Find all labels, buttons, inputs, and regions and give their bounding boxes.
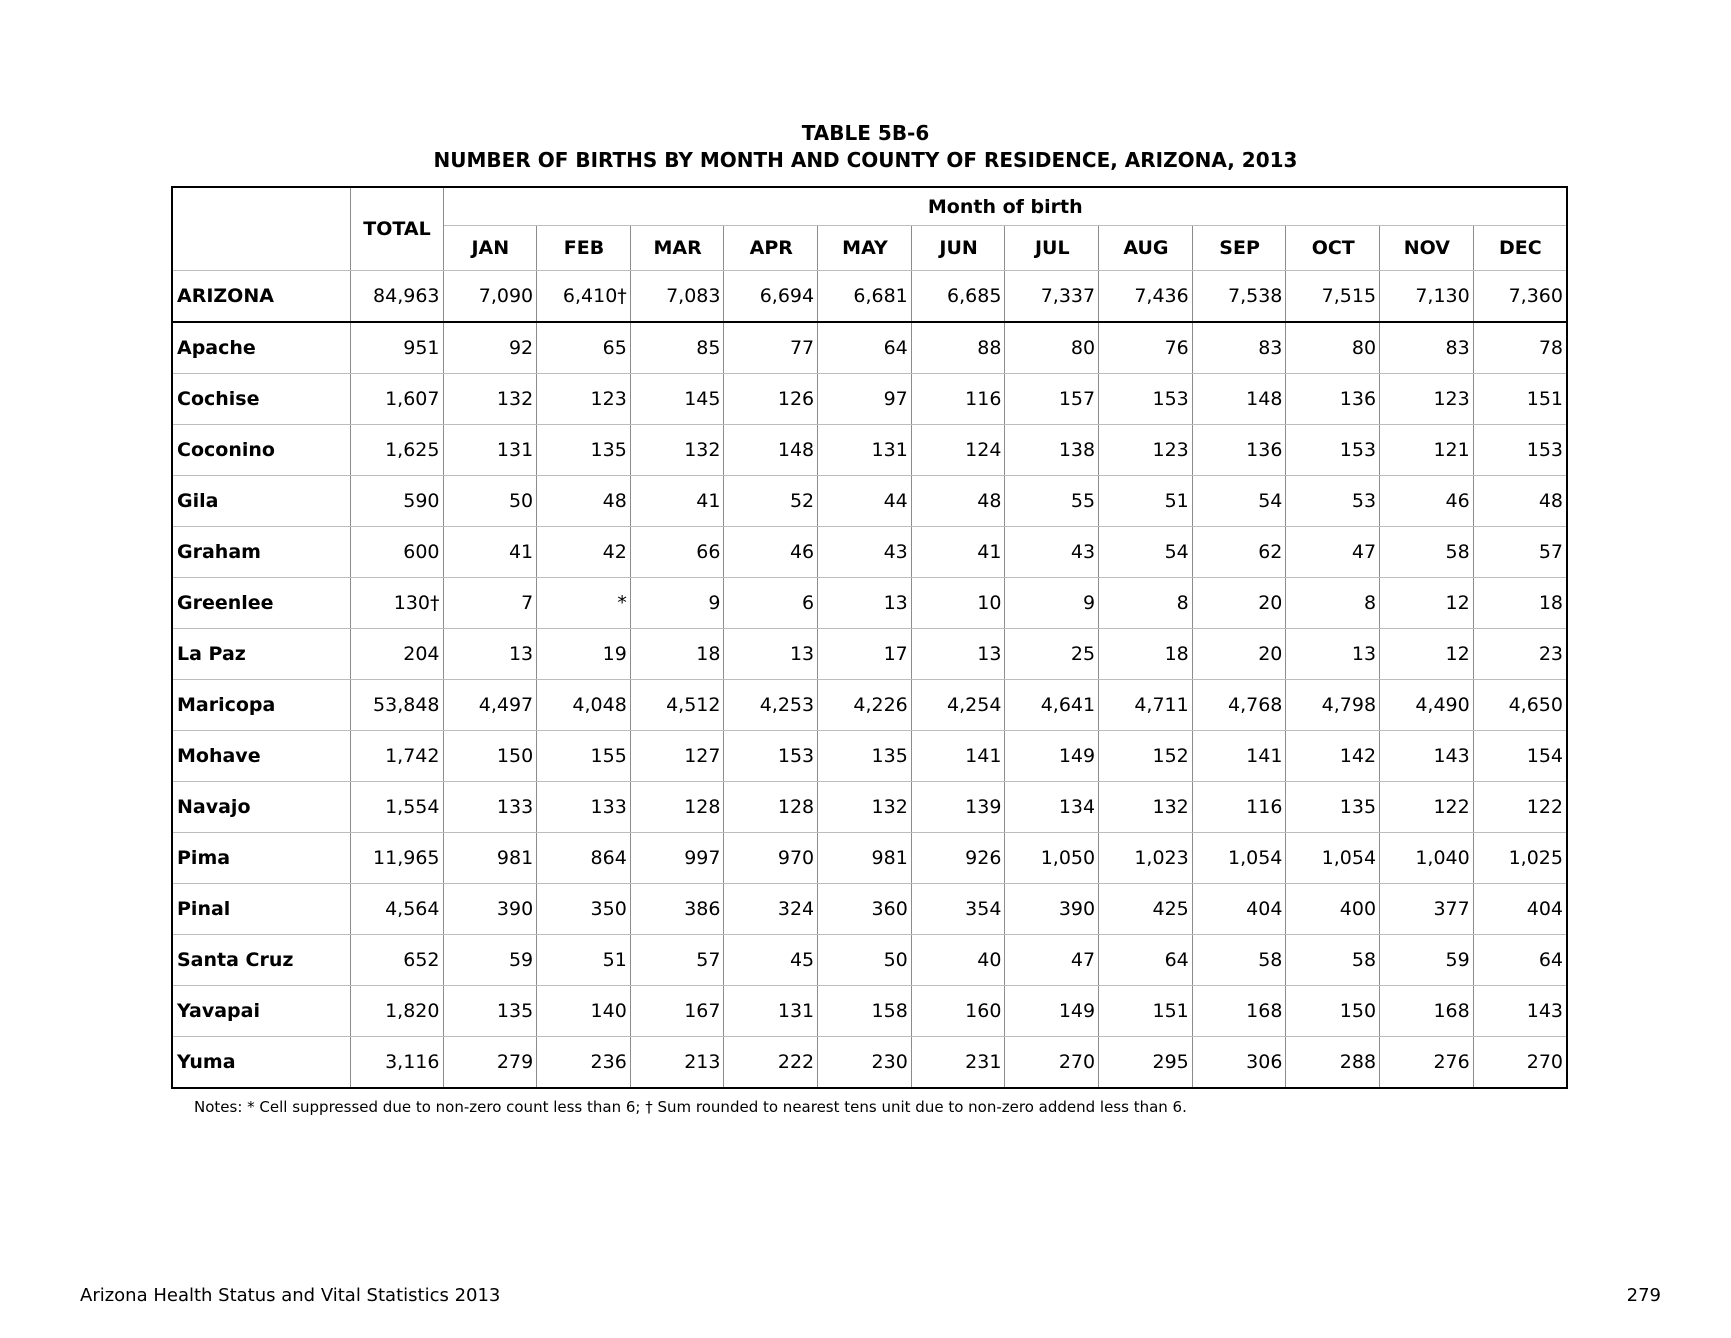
month-cell: 121 bbox=[1380, 425, 1474, 476]
month-cell: 127 bbox=[630, 731, 724, 782]
month-cell: 168 bbox=[1380, 986, 1474, 1037]
table-row bbox=[172, 935, 1567, 986]
total-cell: 1,607 bbox=[350, 374, 443, 425]
table-title: NUMBER OF BIRTHS BY MONTH AND COUNTY OF RESIDENCE, ARIZONA, 2013 bbox=[433, 148, 1298, 172]
month-cell: 150 bbox=[443, 731, 537, 782]
county-name: Santa Cruz bbox=[172, 935, 350, 986]
month-cell: 126 bbox=[724, 374, 818, 425]
month-cell: 41 bbox=[443, 527, 537, 578]
month-cell: 404 bbox=[1473, 884, 1567, 935]
month-cell: 57 bbox=[630, 935, 724, 986]
month-cell: 51 bbox=[1099, 476, 1193, 527]
month-cell: 77 bbox=[724, 322, 818, 374]
header-row-top bbox=[172, 187, 1567, 226]
month-cell: 132 bbox=[1099, 782, 1193, 833]
county-name: Pinal bbox=[172, 884, 350, 935]
month-cell: 386 bbox=[630, 884, 724, 935]
county-name: Navajo bbox=[172, 782, 350, 833]
month-cell: 864 bbox=[537, 833, 631, 884]
month-cell: 157 bbox=[1005, 374, 1099, 425]
month-cell: 20 bbox=[1192, 629, 1286, 680]
month-cell: 377 bbox=[1380, 884, 1474, 935]
county-name: Coconino bbox=[172, 425, 350, 476]
county-name: Yavapai bbox=[172, 986, 350, 1037]
month-cell: 23 bbox=[1473, 629, 1567, 680]
month-cell: 13 bbox=[443, 629, 537, 680]
month-cell: 64 bbox=[1473, 935, 1567, 986]
month-cell: 135 bbox=[443, 986, 537, 1037]
month-cell: 18 bbox=[1473, 578, 1567, 629]
month-cell: 45 bbox=[724, 935, 818, 986]
month-cell: 65 bbox=[537, 322, 631, 374]
month-cell: 970 bbox=[724, 833, 818, 884]
month-cell: 4,048 bbox=[537, 680, 631, 731]
month-cell: 1,054 bbox=[1192, 833, 1286, 884]
month-cell: 46 bbox=[1380, 476, 1474, 527]
table-row bbox=[172, 1037, 1567, 1089]
month-cell: 18 bbox=[630, 629, 724, 680]
month-cell: 20 bbox=[1192, 578, 1286, 629]
county-name: Mohave bbox=[172, 731, 350, 782]
county-name: Apache bbox=[172, 322, 350, 374]
month-cell: 116 bbox=[1192, 782, 1286, 833]
county-column-header bbox=[172, 187, 350, 271]
month-cell: 132 bbox=[443, 374, 537, 425]
month-cell: 78 bbox=[1473, 322, 1567, 374]
county-name: Pima bbox=[172, 833, 350, 884]
month-cell: 1,025 bbox=[1473, 833, 1567, 884]
table-row bbox=[172, 527, 1567, 578]
month-cell: 4,226 bbox=[818, 680, 912, 731]
month-cell: 354 bbox=[911, 884, 1005, 935]
month-cell: 41 bbox=[911, 527, 1005, 578]
month-cell: 48 bbox=[911, 476, 1005, 527]
month-cell: 128 bbox=[630, 782, 724, 833]
month-cell: 1,050 bbox=[1005, 833, 1099, 884]
month-cell: 150 bbox=[1286, 986, 1380, 1037]
month-cell: 80 bbox=[1286, 322, 1380, 374]
month-cell: 135 bbox=[537, 425, 631, 476]
month-cell: 53 bbox=[1286, 476, 1380, 527]
month-cell: 55 bbox=[1005, 476, 1099, 527]
county-name: Graham bbox=[172, 527, 350, 578]
month-cell: 122 bbox=[1473, 782, 1567, 833]
month-cell: 43 bbox=[818, 527, 912, 578]
month-cell: 123 bbox=[1099, 425, 1193, 476]
month-cell: 132 bbox=[630, 425, 724, 476]
total-cell: 4,564 bbox=[350, 884, 443, 935]
month-cell: 50 bbox=[818, 935, 912, 986]
month-cell: 8 bbox=[1286, 578, 1380, 629]
month-cell: 149 bbox=[1005, 731, 1099, 782]
month-cell: 236 bbox=[537, 1037, 631, 1089]
table-number: TABLE 5B-6 bbox=[801, 121, 930, 145]
month-cell: 4,253 bbox=[724, 680, 818, 731]
month-cell: 153 bbox=[724, 731, 818, 782]
footer-publication: Arizona Health Status and Vital Statistics 2013 bbox=[80, 1285, 501, 1306]
month-cell: 123 bbox=[1380, 374, 1474, 425]
month-cell: 6,681 bbox=[818, 271, 912, 323]
page-number: 279 bbox=[1626, 1285, 1661, 1306]
table-row bbox=[172, 578, 1567, 629]
month-header-may: MAY bbox=[818, 226, 912, 271]
table-row bbox=[172, 884, 1567, 935]
month-cell: 160 bbox=[911, 986, 1005, 1037]
month-cell: 42 bbox=[537, 527, 631, 578]
month-cell: 306 bbox=[1192, 1037, 1286, 1089]
month-cell: 88 bbox=[911, 322, 1005, 374]
month-cell: 10 bbox=[911, 578, 1005, 629]
month-cell: 1,054 bbox=[1286, 833, 1380, 884]
month-cell: 58 bbox=[1286, 935, 1380, 986]
month-cell: * bbox=[537, 578, 631, 629]
month-cell: 136 bbox=[1192, 425, 1286, 476]
month-cell: 158 bbox=[818, 986, 912, 1037]
month-cell: 167 bbox=[630, 986, 724, 1037]
month-cell: 279 bbox=[443, 1037, 537, 1089]
month-cell: 140 bbox=[537, 986, 631, 1037]
month-cell: 6,694 bbox=[724, 271, 818, 323]
month-cell: 128 bbox=[724, 782, 818, 833]
month-cell: 222 bbox=[724, 1037, 818, 1089]
month-cell: 288 bbox=[1286, 1037, 1380, 1089]
month-header-oct: OCT bbox=[1286, 226, 1380, 271]
month-cell: 131 bbox=[818, 425, 912, 476]
month-cell: 133 bbox=[537, 782, 631, 833]
month-cell: 17 bbox=[818, 629, 912, 680]
month-header-jul: JUL bbox=[1005, 226, 1099, 271]
month-cell: 54 bbox=[1192, 476, 1286, 527]
month-cell: 12 bbox=[1380, 629, 1474, 680]
month-cell: 7,090 bbox=[443, 271, 537, 323]
table-title-block bbox=[0, 120, 1731, 174]
month-cell: 135 bbox=[818, 731, 912, 782]
month-cell: 270 bbox=[1005, 1037, 1099, 1089]
total-column-header: TOTAL bbox=[350, 187, 443, 271]
county-name: Greenlee bbox=[172, 578, 350, 629]
month-header-sep: SEP bbox=[1192, 226, 1286, 271]
month-cell: 7,515 bbox=[1286, 271, 1380, 323]
total-cell: 204 bbox=[350, 629, 443, 680]
month-cell: 40 bbox=[911, 935, 1005, 986]
month-header-apr: APR bbox=[724, 226, 818, 271]
total-cell: 53,848 bbox=[350, 680, 443, 731]
month-cell: 155 bbox=[537, 731, 631, 782]
month-cell: 50 bbox=[443, 476, 537, 527]
month-cell: 350 bbox=[537, 884, 631, 935]
month-cell: 58 bbox=[1380, 527, 1474, 578]
month-cell: 153 bbox=[1099, 374, 1193, 425]
county-name: Cochise bbox=[172, 374, 350, 425]
table-row bbox=[172, 322, 1567, 374]
month-cell: 390 bbox=[1005, 884, 1099, 935]
month-cell: 59 bbox=[1380, 935, 1474, 986]
month-cell: 997 bbox=[630, 833, 724, 884]
month-cell: 46 bbox=[724, 527, 818, 578]
month-cell: 123 bbox=[537, 374, 631, 425]
month-cell: 124 bbox=[911, 425, 1005, 476]
month-cell: 83 bbox=[1380, 322, 1474, 374]
month-cell: 148 bbox=[724, 425, 818, 476]
table-row bbox=[172, 476, 1567, 527]
month-cell: 360 bbox=[818, 884, 912, 935]
month-cell: 143 bbox=[1380, 731, 1474, 782]
month-cell: 141 bbox=[911, 731, 1005, 782]
month-cell: 52 bbox=[724, 476, 818, 527]
month-cell: 4,711 bbox=[1099, 680, 1193, 731]
month-cell: 64 bbox=[1099, 935, 1193, 986]
month-cell: 9 bbox=[1005, 578, 1099, 629]
month-cell: 13 bbox=[1286, 629, 1380, 680]
month-cell: 9 bbox=[630, 578, 724, 629]
month-cell: 54 bbox=[1099, 527, 1193, 578]
month-cell: 4,650 bbox=[1473, 680, 1567, 731]
month-cell: 7,538 bbox=[1192, 271, 1286, 323]
month-cell: 138 bbox=[1005, 425, 1099, 476]
total-cell: 1,742 bbox=[350, 731, 443, 782]
month-cell: 18 bbox=[1099, 629, 1193, 680]
table-row bbox=[172, 833, 1567, 884]
total-cell: 130† bbox=[350, 578, 443, 629]
month-cell: 141 bbox=[1192, 731, 1286, 782]
month-cell: 4,490 bbox=[1380, 680, 1474, 731]
month-cell: 151 bbox=[1473, 374, 1567, 425]
month-cell: 154 bbox=[1473, 731, 1567, 782]
month-cell: 58 bbox=[1192, 935, 1286, 986]
total-cell: 3,116 bbox=[350, 1037, 443, 1089]
month-cell: 4,768 bbox=[1192, 680, 1286, 731]
month-cell: 142 bbox=[1286, 731, 1380, 782]
month-cell: 425 bbox=[1099, 884, 1193, 935]
month-cell: 122 bbox=[1380, 782, 1474, 833]
month-cell: 4,512 bbox=[630, 680, 724, 731]
month-cell: 1,040 bbox=[1380, 833, 1474, 884]
month-cell: 85 bbox=[630, 322, 724, 374]
month-cell: 48 bbox=[537, 476, 631, 527]
month-cell: 80 bbox=[1005, 322, 1099, 374]
month-cell: 19 bbox=[537, 629, 631, 680]
month-cell: 92 bbox=[443, 322, 537, 374]
total-cell: 652 bbox=[350, 935, 443, 986]
month-cell: 168 bbox=[1192, 986, 1286, 1037]
month-cell: 7 bbox=[443, 578, 537, 629]
month-cell: 926 bbox=[911, 833, 1005, 884]
month-cell: 83 bbox=[1192, 322, 1286, 374]
total-cell: 590 bbox=[350, 476, 443, 527]
month-cell: 981 bbox=[818, 833, 912, 884]
total-cell: 84,963 bbox=[350, 271, 443, 323]
month-header-nov: NOV bbox=[1380, 226, 1474, 271]
total-cell: 1,625 bbox=[350, 425, 443, 476]
month-cell: 57 bbox=[1473, 527, 1567, 578]
month-cell: 25 bbox=[1005, 629, 1099, 680]
month-cell: 152 bbox=[1099, 731, 1193, 782]
month-cell: 390 bbox=[443, 884, 537, 935]
month-cell: 59 bbox=[443, 935, 537, 986]
month-cell: 62 bbox=[1192, 527, 1286, 578]
total-cell: 951 bbox=[350, 322, 443, 374]
month-cell: 4,798 bbox=[1286, 680, 1380, 731]
month-cell: 324 bbox=[724, 884, 818, 935]
month-header-aug: AUG bbox=[1099, 226, 1193, 271]
month-cell: 230 bbox=[818, 1037, 912, 1089]
month-cell: 8 bbox=[1099, 578, 1193, 629]
county-name: La Paz bbox=[172, 629, 350, 680]
month-cell: 131 bbox=[724, 986, 818, 1037]
month-cell: 1,023 bbox=[1099, 833, 1193, 884]
month-cell: 7,436 bbox=[1099, 271, 1193, 323]
table-row bbox=[172, 782, 1567, 833]
table-row bbox=[172, 629, 1567, 680]
table-body bbox=[172, 271, 1567, 1089]
total-cell: 1,820 bbox=[350, 986, 443, 1037]
county-name: Maricopa bbox=[172, 680, 350, 731]
month-cell: 4,254 bbox=[911, 680, 1005, 731]
month-cell: 151 bbox=[1099, 986, 1193, 1037]
month-cell: 145 bbox=[630, 374, 724, 425]
table-row bbox=[172, 425, 1567, 476]
month-header-feb: FEB bbox=[537, 226, 631, 271]
month-cell: 66 bbox=[630, 527, 724, 578]
month-cell: 7,360 bbox=[1473, 271, 1567, 323]
month-cell: 64 bbox=[818, 322, 912, 374]
month-cell: 213 bbox=[630, 1037, 724, 1089]
month-cell: 149 bbox=[1005, 986, 1099, 1037]
month-cell: 7,337 bbox=[1005, 271, 1099, 323]
table-header bbox=[172, 187, 1567, 271]
month-header-mar: MAR bbox=[630, 226, 724, 271]
month-cell: 295 bbox=[1099, 1037, 1193, 1089]
table-row bbox=[172, 986, 1567, 1037]
month-header-jun: JUN bbox=[911, 226, 1005, 271]
month-cell: 51 bbox=[537, 935, 631, 986]
month-cell: 97 bbox=[818, 374, 912, 425]
county-name: Gila bbox=[172, 476, 350, 527]
table-row bbox=[172, 680, 1567, 731]
month-cell: 6 bbox=[724, 578, 818, 629]
month-cell: 231 bbox=[911, 1037, 1005, 1089]
month-cell: 4,641 bbox=[1005, 680, 1099, 731]
month-cell: 400 bbox=[1286, 884, 1380, 935]
month-cell: 13 bbox=[724, 629, 818, 680]
month-cell: 136 bbox=[1286, 374, 1380, 425]
month-cell: 153 bbox=[1286, 425, 1380, 476]
table-row bbox=[172, 374, 1567, 425]
month-cell: 133 bbox=[443, 782, 537, 833]
month-cell: 116 bbox=[911, 374, 1005, 425]
month-cell: 6,410† bbox=[537, 271, 631, 323]
month-cell: 12 bbox=[1380, 578, 1474, 629]
month-cell: 143 bbox=[1473, 986, 1567, 1037]
month-cell: 131 bbox=[443, 425, 537, 476]
month-cell: 47 bbox=[1286, 527, 1380, 578]
month-cell: 153 bbox=[1473, 425, 1567, 476]
month-cell: 132 bbox=[818, 782, 912, 833]
total-cell: 11,965 bbox=[350, 833, 443, 884]
month-cell: 13 bbox=[818, 578, 912, 629]
month-cell: 148 bbox=[1192, 374, 1286, 425]
month-cell: 134 bbox=[1005, 782, 1099, 833]
table-notes: Notes: * Cell suppressed due to non-zero count less than 6; † Sum rounded to nearest tens unit due to non-zero addend less than 6. bbox=[194, 1098, 1187, 1116]
month-cell: 270 bbox=[1526, 1051, 1563, 1073]
total-cell: 1,554 bbox=[350, 782, 443, 833]
month-cell: 7,083 bbox=[630, 271, 724, 323]
month-cell: 44 bbox=[818, 476, 912, 527]
births-table bbox=[171, 186, 1568, 1089]
month-cell: 41 bbox=[630, 476, 724, 527]
total-cell: 600 bbox=[350, 527, 443, 578]
month-cell: 47 bbox=[1005, 935, 1099, 986]
month-cell: 43 bbox=[1005, 527, 1099, 578]
month-cell: 7,130 bbox=[1380, 271, 1474, 323]
month-cell: 76 bbox=[1099, 322, 1193, 374]
county-name: ARIZONA bbox=[172, 271, 350, 323]
state-total-row bbox=[172, 271, 1567, 323]
month-cell: 135 bbox=[1286, 782, 1380, 833]
month-cell: 276 bbox=[1380, 1037, 1474, 1089]
month-cell: 981 bbox=[443, 833, 537, 884]
month-cell: 13 bbox=[911, 629, 1005, 680]
month-cell: 4,497 bbox=[443, 680, 537, 731]
month-cell: 404 bbox=[1192, 884, 1286, 935]
month-group-header: Month of birth bbox=[443, 187, 1567, 226]
table-row bbox=[172, 731, 1567, 782]
month-cell: 48 bbox=[1473, 476, 1567, 527]
month-header-dec: DEC bbox=[1473, 226, 1567, 271]
month-header-jan: JAN bbox=[443, 226, 537, 271]
county-name: Yuma bbox=[172, 1037, 350, 1089]
month-cell: 139 bbox=[911, 782, 1005, 833]
month-cell: 6,685 bbox=[911, 271, 1005, 323]
